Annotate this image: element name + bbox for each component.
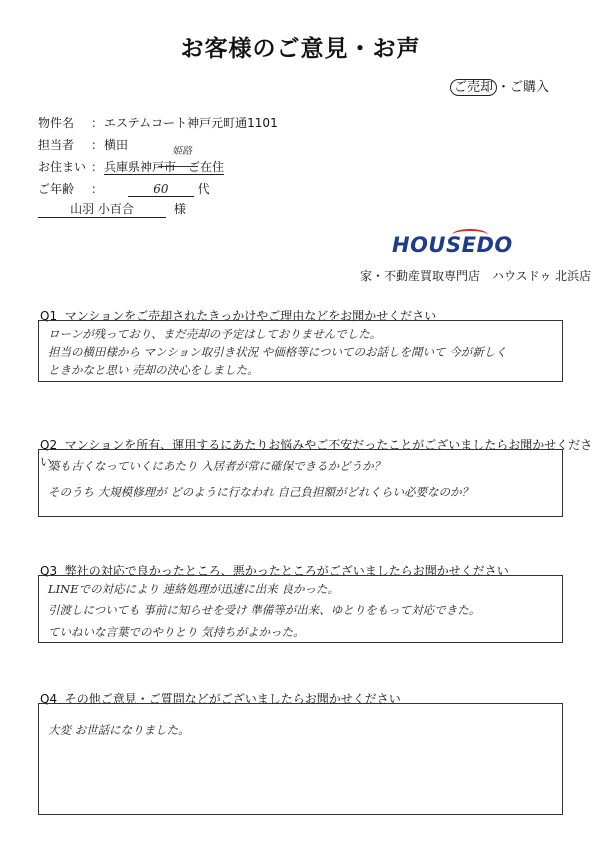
- agent-label: 担当者: [38, 138, 75, 152]
- page-title: お客様のご意見・お声: [180, 36, 421, 62]
- property-value: エステムコート神戸元町通1101: [104, 116, 278, 130]
- answer-line: ときかなと思い 売却の決心をしました。: [48, 363, 259, 377]
- question-text: 弊社の対応で良かったところ、悪かったところがございましたらお聞かせください: [64, 564, 509, 578]
- answer-line: ていねいな言葉でのやりとり 気持ちがよかった。: [48, 625, 305, 639]
- answer-line: 担当の横田様から マンション取引き状況 や価格等についてのお話しを聞いて 今が新しく: [48, 345, 507, 359]
- honorific: 様: [173, 202, 186, 216]
- answer-box-4: [38, 703, 563, 815]
- answer-line: そのうち 大規模修理が どのように行なわれ 自己負担額がどれくらい必要なのか？: [48, 485, 473, 499]
- logo-house-text: HOUSE: [392, 233, 477, 257]
- answer-line: LINEでの対応により 連絡処理が迅速に出来 良かった。: [48, 582, 339, 596]
- transaction-type: [450, 76, 549, 95]
- colon: ：: [90, 138, 103, 152]
- agent-row: [38, 136, 128, 153]
- question-label: Q2: [40, 438, 58, 452]
- customer-row: [38, 200, 186, 218]
- question-label: Q3: [40, 564, 58, 578]
- purpose-separator: ・: [496, 80, 510, 95]
- sell-option-circled: ご売却: [450, 79, 497, 96]
- residence-correction: 姫路: [172, 146, 192, 157]
- company-logo: [392, 233, 513, 257]
- answer-line: 大変 お世話になりました。: [48, 723, 190, 737]
- question-label: Q4: [40, 692, 58, 706]
- age-value: 60: [153, 182, 169, 196]
- property-row: [38, 114, 278, 131]
- colon: ：: [90, 160, 103, 174]
- question-text: マンションをご売却されたきっかけやご理由などをお聞かせください: [64, 309, 437, 323]
- strikethrough-mark: [158, 166, 198, 167]
- answer-line: 引渡しについても 事前に知らせを受け 準備等が出来、ゆとりをもって対応できた。: [48, 603, 481, 617]
- colon: ：: [90, 116, 103, 130]
- question-label: Q1: [40, 309, 58, 323]
- logo-do-text: DO: [476, 233, 513, 257]
- store-name: 家・不動産買取専門店 ハウスドゥ 北浜店: [360, 269, 592, 283]
- property-label: 物件名: [38, 116, 75, 130]
- buy-option: ご購入: [509, 80, 549, 95]
- residence-value: 兵庫県神戸市 ご在住: [104, 160, 225, 174]
- age-unit: 代: [197, 182, 210, 196]
- colon: ：: [90, 182, 103, 196]
- age-label: ご年齢: [38, 182, 75, 196]
- customer-name: 山羽 小百合: [38, 200, 166, 218]
- question-text: その他ご意見・ご質問などがございましたらお聞かせください: [64, 692, 401, 706]
- age-row: [38, 180, 210, 197]
- residence-label: お住まい: [38, 160, 87, 174]
- agent-value: 横田: [104, 138, 129, 152]
- question-text: マンションを所有、運用するにあたりお悩みやご不安だったことがございましたらお聞かせください: [40, 438, 593, 469]
- answer-line: ローンが残っており、まだ売却の予定はしておりませんでした。: [48, 327, 382, 341]
- age-field: [128, 182, 194, 197]
- answer-line: 築も古くなっていくにあたり 入居者が常に確保できるかどうか？: [48, 459, 386, 473]
